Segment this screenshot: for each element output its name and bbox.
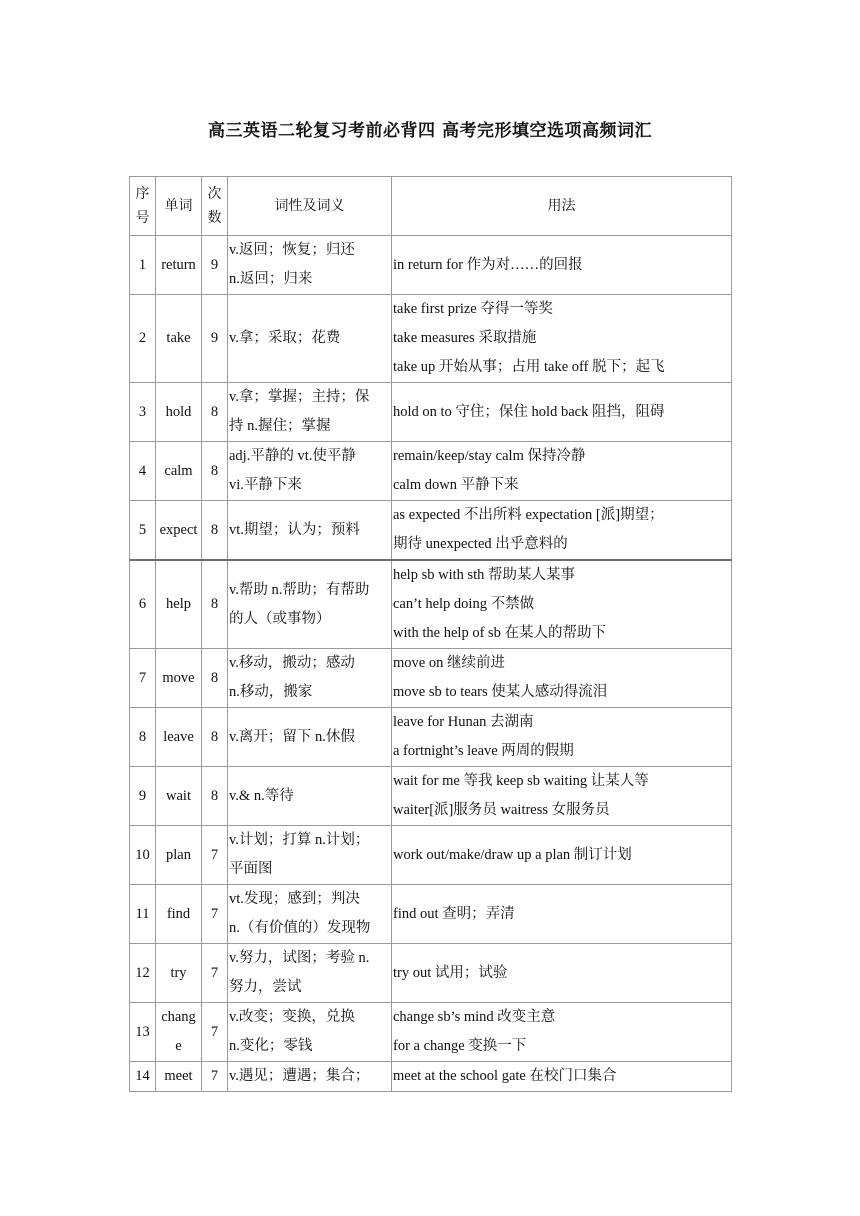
row-word: hold [156, 383, 202, 442]
usage-line: calm down 平静下来 [393, 477, 519, 493]
row-usage [392, 708, 732, 767]
row-word: expect [156, 501, 202, 561]
usage-line: try out 试用；试验 [393, 964, 508, 981]
row-word: help [156, 560, 202, 649]
table-row [130, 383, 732, 442]
usage-line: a fortnight’s leave 两周的假期 [393, 743, 574, 759]
usage-line: meet at the school gate 在校门口集合 [393, 1068, 617, 1084]
pos-line: v.帮助 n.帮助；有帮助 [229, 581, 370, 598]
row-usage [392, 649, 732, 708]
usage-line: move on 继续前进 [393, 655, 505, 671]
row-pos-meaning [228, 295, 392, 383]
row-word: wait [156, 767, 202, 826]
row-count: 7 [202, 944, 228, 1003]
row-count: 8 [202, 708, 228, 767]
row-number: 5 [130, 501, 156, 561]
table-row [130, 236, 732, 295]
usage-line: change sb’s mind 改变主意 [393, 1009, 556, 1025]
usage-line: with the help of sb 在某人的帮助下 [393, 625, 607, 641]
vocabulary-table [129, 176, 732, 1092]
row-usage [392, 295, 732, 383]
table-row [130, 944, 732, 1003]
header-num: 序号 [130, 177, 156, 236]
usage-line: remain/keep/stay calm 保持冷静 [393, 448, 586, 464]
pos-line: n.移动，搬家 [229, 684, 313, 700]
usage-line: take first prize 夺得一等奖 [393, 301, 553, 317]
table-row [130, 442, 732, 501]
usage-line: help sb with sth 帮助某人某事 [393, 567, 576, 583]
row-usage [392, 944, 732, 1003]
row-pos-meaning [228, 649, 392, 708]
pos-line: v.改变；变换，兑换 [229, 1009, 355, 1025]
pos-line: v.拿；掌握；主持；保 [229, 389, 370, 405]
pos-line: adj.平静的 vt.使平静 [229, 448, 356, 464]
row-word: leave [156, 708, 202, 767]
row-count: 7 [202, 885, 228, 944]
pos-line: v.返回；恢复；归还 [229, 242, 355, 258]
pos-line: n.变化；零钱 [229, 1038, 313, 1054]
row-number: 10 [130, 826, 156, 885]
row-number: 3 [130, 383, 156, 442]
row-word: calm [156, 442, 202, 501]
row-pos-meaning [228, 560, 392, 649]
row-word: move [156, 649, 202, 708]
row-word: try [156, 944, 202, 1003]
row-number: 4 [130, 442, 156, 501]
row-word: plan [156, 826, 202, 885]
row-number: 6 [130, 560, 156, 649]
row-usage [392, 1062, 732, 1092]
usage-line: wait for me 等我 keep sb waiting 让某人等 [393, 773, 649, 789]
row-count: 9 [202, 236, 228, 295]
header-usage: 用法 [392, 177, 732, 236]
header-word: 单词 [156, 177, 202, 236]
row-usage [392, 826, 732, 885]
table-row [130, 767, 732, 826]
pos-line: vi.平静下来 [229, 477, 302, 493]
row-number: 9 [130, 767, 156, 826]
row-number: 2 [130, 295, 156, 383]
row-word: meet [156, 1062, 202, 1092]
table-row [130, 1062, 732, 1092]
row-usage [392, 236, 732, 295]
row-usage [392, 1003, 732, 1062]
row-number: 11 [130, 885, 156, 944]
pos-line: vt.发现；感到；判决 [229, 891, 360, 907]
row-count: 9 [202, 295, 228, 383]
row-pos-meaning [228, 767, 392, 826]
row-number: 7 [130, 649, 156, 708]
usage-line: take up 开始从事；占用 take off 脱下；起飞 [393, 359, 665, 375]
row-pos-meaning [228, 944, 392, 1003]
header-pos: 词性及词义 [228, 177, 392, 236]
pos-line: 持 n.握住；掌握 [229, 418, 331, 434]
usage-line: work out/make/draw up a plan 制订计划 [393, 846, 632, 863]
row-usage [392, 442, 732, 501]
row-pos-meaning [228, 1003, 392, 1062]
header-count: 次数 [202, 177, 228, 236]
table-row [130, 826, 732, 885]
row-pos-meaning [228, 708, 392, 767]
table-row [130, 501, 732, 561]
pos-line: n.返回；归来 [229, 271, 313, 287]
row-usage [392, 885, 732, 944]
row-count: 7 [202, 826, 228, 885]
row-pos-meaning [228, 501, 392, 561]
usage-line: as expected 不出所料 expectation [派]期望； [393, 507, 664, 523]
usage-line: can’t help doing 不禁做 [393, 596, 535, 612]
row-count: 8 [202, 383, 228, 442]
pos-line: v.拿；采取；花费 [229, 330, 341, 346]
pos-line: v.努力，试图；考验 n. [229, 950, 370, 966]
usage-line: leave for Hunan 去湖南 [393, 714, 534, 730]
usage-line: take measures 采取措施 [393, 330, 537, 346]
usage-line: move sb to tears 使某人感动得流泪 [393, 684, 608, 700]
row-word: find [156, 885, 202, 944]
pos-line: v.遇见；遭遇；集合； [229, 1068, 370, 1084]
usage-line: in return for 作为对……的回报 [393, 256, 583, 273]
row-count: 8 [202, 501, 228, 561]
usage-line: find out 查明；弄清 [393, 905, 515, 922]
row-usage [392, 767, 732, 826]
pos-line: v.计划；打算 n.计划； [229, 832, 370, 848]
row-pos-meaning [228, 826, 392, 885]
pos-line: n.（有价值的）发现物 [229, 920, 371, 936]
row-usage [392, 560, 732, 649]
row-word: return [156, 236, 202, 295]
table-row [130, 560, 732, 649]
row-count: 8 [202, 560, 228, 649]
row-word: take [156, 295, 202, 383]
table-row [130, 885, 732, 944]
row-number: 12 [130, 944, 156, 1003]
table-row [130, 708, 732, 767]
pos-line: 平面图 [229, 861, 273, 877]
usage-line: for a change 变换一下 [393, 1038, 527, 1054]
row-number: 14 [130, 1062, 156, 1092]
pos-line: 的人（或事物） [229, 610, 331, 627]
row-number: 1 [130, 236, 156, 295]
pos-line: v.移动，搬动；感动 [229, 655, 355, 671]
pos-line: v.离开；留下 n.休假 [229, 728, 355, 745]
usage-line: 期待 unexpected 出乎意料的 [393, 536, 568, 552]
table-row [130, 295, 732, 383]
pos-line: vt.期望；认为；预料 [229, 521, 360, 538]
table-row [130, 1003, 732, 1062]
row-count: 8 [202, 442, 228, 501]
page-title: 高三英语二轮复习考前必背四 高考完形填空选项高频词汇 [208, 121, 652, 141]
pos-line: v.& n.等待 [229, 787, 294, 804]
row-count: 8 [202, 649, 228, 708]
row-count: 7 [202, 1003, 228, 1062]
table-row [130, 649, 732, 708]
usage-line: waiter[派]服务员 waitress 女服务员 [393, 802, 610, 818]
row-count: 8 [202, 767, 228, 826]
row-pos-meaning [228, 1062, 392, 1092]
row-word: chang e [156, 1003, 202, 1062]
row-pos-meaning [228, 885, 392, 944]
row-usage [392, 383, 732, 442]
row-usage [392, 501, 732, 561]
pos-line: 努力，尝试 [229, 979, 302, 995]
row-number: 13 [130, 1003, 156, 1062]
row-pos-meaning [228, 442, 392, 501]
row-number: 8 [130, 708, 156, 767]
row-pos-meaning [228, 236, 392, 295]
row-pos-meaning [228, 383, 392, 442]
row-count: 7 [202, 1062, 228, 1092]
usage-line: hold on to 守住；保住 hold back 阻挡，阻碍 [393, 403, 665, 420]
table-header-row [130, 177, 732, 236]
